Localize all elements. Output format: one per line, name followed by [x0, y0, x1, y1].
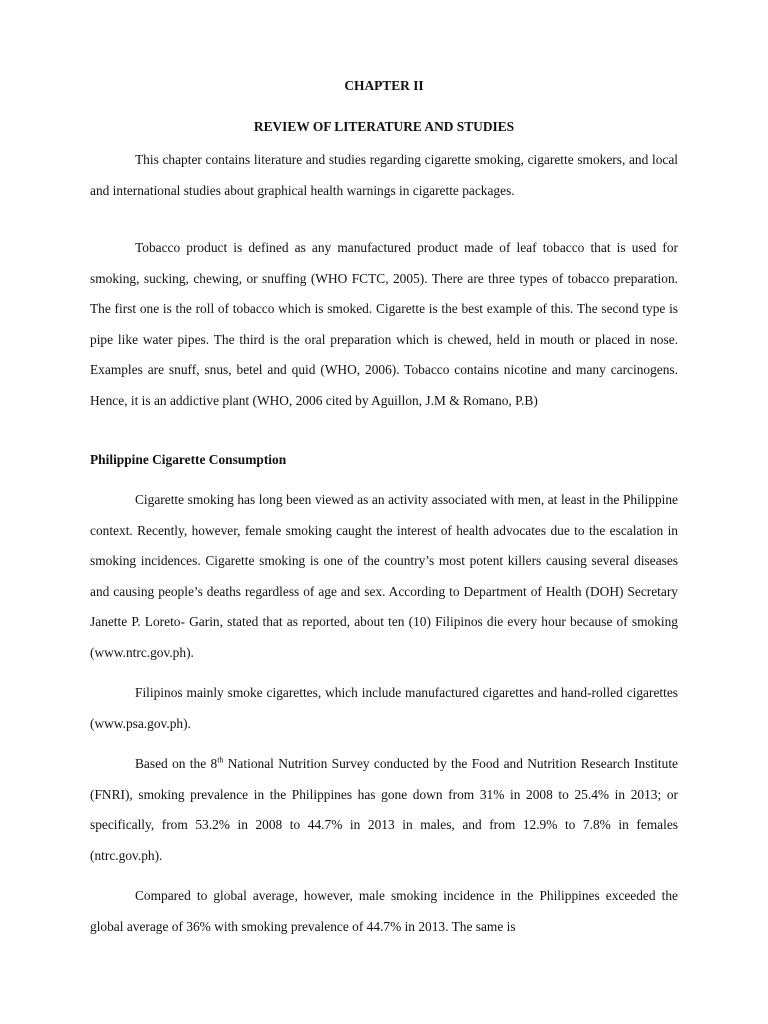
ordinal-suffix: th [217, 755, 224, 765]
filipino-smokers-container [90, 678, 678, 739]
global-comparison-paragraph: Compared to global average, however, male smoking incidence in the Philippines exceeded the global average of 36% with smoking prevalence of 44.7% in 2013. The same is [90, 888, 678, 934]
tobacco-definition-container [90, 233, 678, 416]
chapter-title: REVIEW OF LITERATURE AND STUDIES [253, 119, 515, 134]
tobacco-definition-paragraph: Tobacco product is defined as any manufactured product made of leaf tobacco that is used for smoking, sucking, chewing, or snuffing (WHO FCTC, 2005). There are three types of tobacco preparation. The first one is the roll of tobacco which is smoked. Cigarette is the best example of this. The second type is pipe like water pipes. The third is the oral preparation which is chewed, held in mouth or placed in nose. Examples are snuff, snus, betel and quid (WHO, 2006). Tobacco contains nicotine and many carcinogens. Hence, it is an addictive plant (WHO, 2006 cited by Aguillon, J.M & Romano, P.B) [90, 240, 678, 408]
survey-paragraph [90, 749, 678, 871]
global-comparison-container [90, 881, 678, 942]
survey-text-start: Based on the 8 [135, 756, 218, 771]
chapter-label: CHAPTER II [344, 78, 424, 93]
survey-container [90, 749, 678, 871]
intro-paragraph-container [90, 145, 678, 206]
intro-paragraph: This chapter contains literature and studies regarding cigarette smoking, cigarette smokers, and local and international studies about graphical health warnings in cigarette packages. [90, 152, 678, 198]
filipino-smokers-paragraph: Filipinos mainly smoke cigarettes, which include manufactured cigarettes and hand-rolled cigarettes (www.psa.gov.ph). [90, 685, 678, 731]
survey-text-rest: National Nutrition Survey conducted by the Food and Nutrition Research Institute (FNRI), smoking prevalence in the Philippines has gone down from 31% in 2008 to 25.4% in 2013; or specifically, from 53.2% in 2008 to 44.7% in 2013 in males, and from 12.9% to 7.8% in females (ntrc.gov.ph). [90, 756, 678, 863]
smoking-context-container [90, 485, 678, 668]
section-heading: Philippine Cigarette Consumption [90, 452, 287, 467]
smoking-context-paragraph: Cigarette smoking has long been viewed as an activity associated with men, at least in the Philippine context. Recently, however, female smoking caught the interest of health advocates due to the escalation in smoking incidences. Cigarette smoking is one of the country’s most potent killers causing several diseases and causing people’s deaths regardless of age and sex. According to Department of Health (DOH) Secretary Janette P. Loreto- Garin, stated that as reported, about ten (10) Filipinos die every hour because of smoking (www.ntrc.gov.ph). [90, 492, 678, 660]
